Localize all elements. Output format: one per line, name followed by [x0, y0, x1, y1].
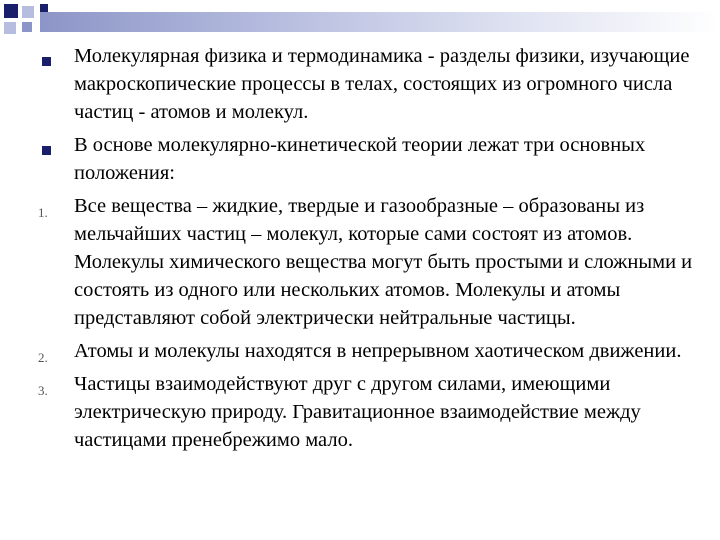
- decor-square-dark-3: [40, 4, 48, 12]
- decor-square-light-2: [4, 22, 16, 34]
- decor-square-dark-2: [22, 22, 32, 32]
- list-number: 1.: [38, 205, 48, 220]
- bullet-square-icon: [42, 57, 51, 66]
- list-item: [38, 42, 698, 126]
- decor-square-light-1: [22, 6, 34, 18]
- list-item: [38, 131, 698, 187]
- decor-square-dark-1: [4, 4, 18, 18]
- list-item-text: Молекулярная физика и термодинамика - разделы физики, изучающие макроскопические процессы в телах, состоящих из огромного числа частиц - атомов и молекул.: [74, 45, 690, 123]
- list-item-text: Атомы и молекулы находятся в непрерывном хаотическом движении.: [74, 340, 682, 362]
- list-number: 3.: [38, 383, 48, 398]
- list-item-text: В основе молекулярно-кинетической теории лежат три основных положения:: [74, 134, 646, 184]
- slide-body: [38, 42, 698, 459]
- decor-gradient-bar: [40, 12, 720, 32]
- list-item: [38, 192, 698, 332]
- list-item: [38, 337, 698, 365]
- bullet-square-icon: [42, 146, 51, 155]
- list-item-text: Все вещества – жидкие, твердые и газообразные – образованы из мельчайших частиц – молекул, которые сами состоят из атомов. Молекулы химического вещества могут быть простыми и сложными и состоять из одного или нескольких атомов. Молекулы и атомы представляют собой электрически нейтральные частицы.: [74, 195, 693, 329]
- list-item-text: Частицы взаимодействуют друг с другом силами, имеющими электрическую природу. Гравитационное взаимодействие между частицами пренебрежимо мало.: [74, 373, 641, 451]
- list-number: 2.: [38, 350, 48, 365]
- list-item: [38, 370, 698, 454]
